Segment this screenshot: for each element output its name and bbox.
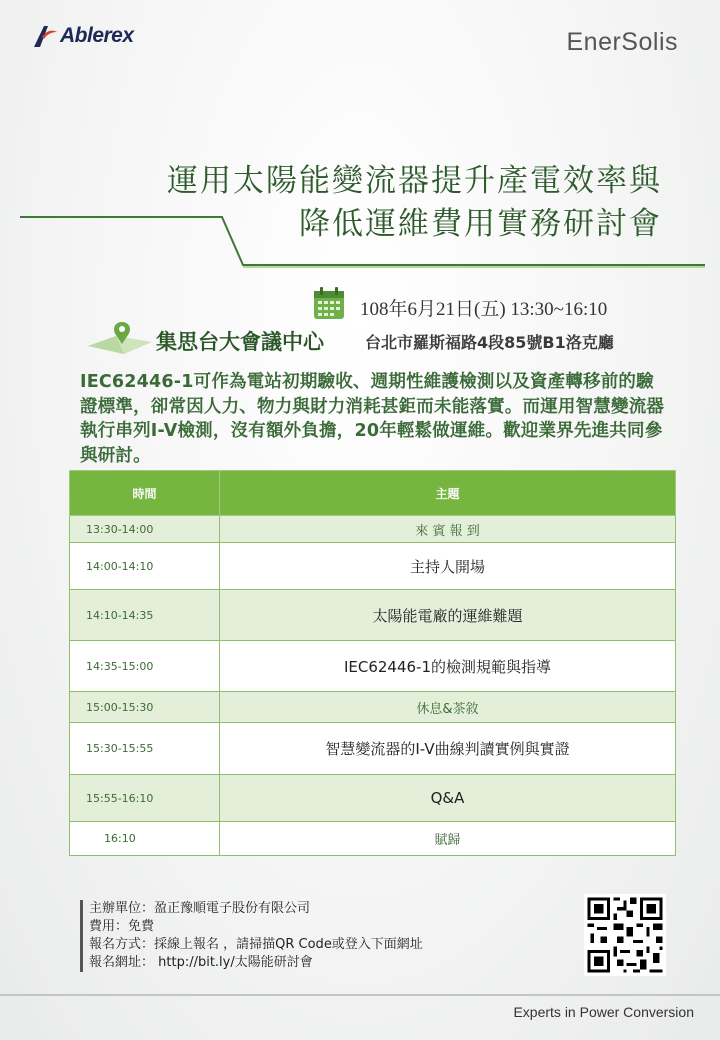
organizer-signup-method: 報名方式：採線上報名 ，請掃描QR Code或登入下面網址 bbox=[80, 936, 423, 954]
footer-divider bbox=[0, 988, 720, 1002]
table-row bbox=[70, 822, 676, 856]
agenda-topic: Q&A bbox=[220, 775, 676, 822]
organizer-fee: 費用：免費 bbox=[80, 918, 423, 936]
table-row bbox=[70, 723, 676, 775]
table-row bbox=[70, 775, 676, 822]
organizer-info bbox=[80, 900, 423, 972]
agenda-topic: 休息&茶敘 bbox=[220, 692, 676, 723]
organizer-host: 主辦單位：盈正豫順電子股份有限公司 bbox=[80, 900, 423, 918]
page-title-line2: 降低運維費用實務研討會 bbox=[299, 206, 662, 242]
table-row bbox=[70, 641, 676, 692]
agenda-time: 15:30-15:55 bbox=[70, 723, 220, 775]
ablerex-logo bbox=[32, 20, 134, 52]
agenda-time: 15:55-16:10 bbox=[70, 775, 220, 822]
enersolis-brand: EnerSolis bbox=[566, 28, 678, 56]
organizer-signup-url[interactable]: 報名網址： http://bit.ly/太陽能研討會 bbox=[80, 954, 423, 972]
agenda-time: 14:10-14:35 bbox=[70, 590, 220, 641]
agenda-time: 16:10 bbox=[70, 822, 220, 856]
agenda-header-row bbox=[70, 471, 676, 516]
table-row bbox=[70, 543, 676, 590]
agenda-time: 14:00-14:10 bbox=[70, 543, 220, 590]
title-underline-decoration bbox=[0, 205, 720, 275]
agenda-topic: 來 賓 報 到 bbox=[220, 516, 676, 543]
agenda-topic: 賦歸 bbox=[220, 822, 676, 856]
logo-text: Ablerex bbox=[60, 24, 134, 47]
agenda-topic: 太陽能電廠的運維難題 bbox=[220, 590, 676, 641]
table-row bbox=[70, 516, 676, 543]
map-pin-icon bbox=[86, 320, 154, 356]
page-title-line1: 運用太陽能變流器提升產電效率與 bbox=[167, 163, 662, 199]
agenda-time: 15:00-15:30 bbox=[70, 692, 220, 723]
table-row bbox=[70, 692, 676, 723]
ablerex-swoosh-icon bbox=[32, 23, 58, 49]
agenda-time: 13:30-14:00 bbox=[70, 516, 220, 543]
agenda-topic: IEC62446-1的檢測規範與指導 bbox=[220, 641, 676, 692]
agenda-header-time: 時間 bbox=[70, 471, 220, 516]
calendar-icon bbox=[313, 286, 345, 320]
event-address: 台北市羅斯福路4段85號B1洛克廳 bbox=[365, 333, 614, 352]
table-row bbox=[70, 590, 676, 641]
agenda-header-topic: 主題 bbox=[220, 471, 676, 516]
agenda-topic: 主持人開場 bbox=[220, 543, 676, 590]
event-description: IEC62446-1可作為電站初期驗收、週期性維護檢測以及資產轉移前的驗證標準，卻常因人力、物力與財力消耗甚鉅而未能落實。而運用智慧變流器執行串列I-V檢測，沒有額外負擔，20年輕鬆做運維。歡迎業界先進共同參與研討。 bbox=[80, 372, 665, 466]
event-date-time: 108年6月21日(五) 13:30~16:10 bbox=[360, 299, 608, 320]
company-tagline: Experts in Power Conversion bbox=[513, 1004, 694, 1020]
agenda-topic: 智慧變流器的I-V曲線判讀實例與實證 bbox=[220, 723, 676, 775]
agenda-table bbox=[69, 470, 676, 856]
qr-code-icon[interactable] bbox=[584, 894, 666, 976]
event-venue: 集思台大會議中心 bbox=[156, 330, 324, 354]
agenda-time: 14:35-15:00 bbox=[70, 641, 220, 692]
